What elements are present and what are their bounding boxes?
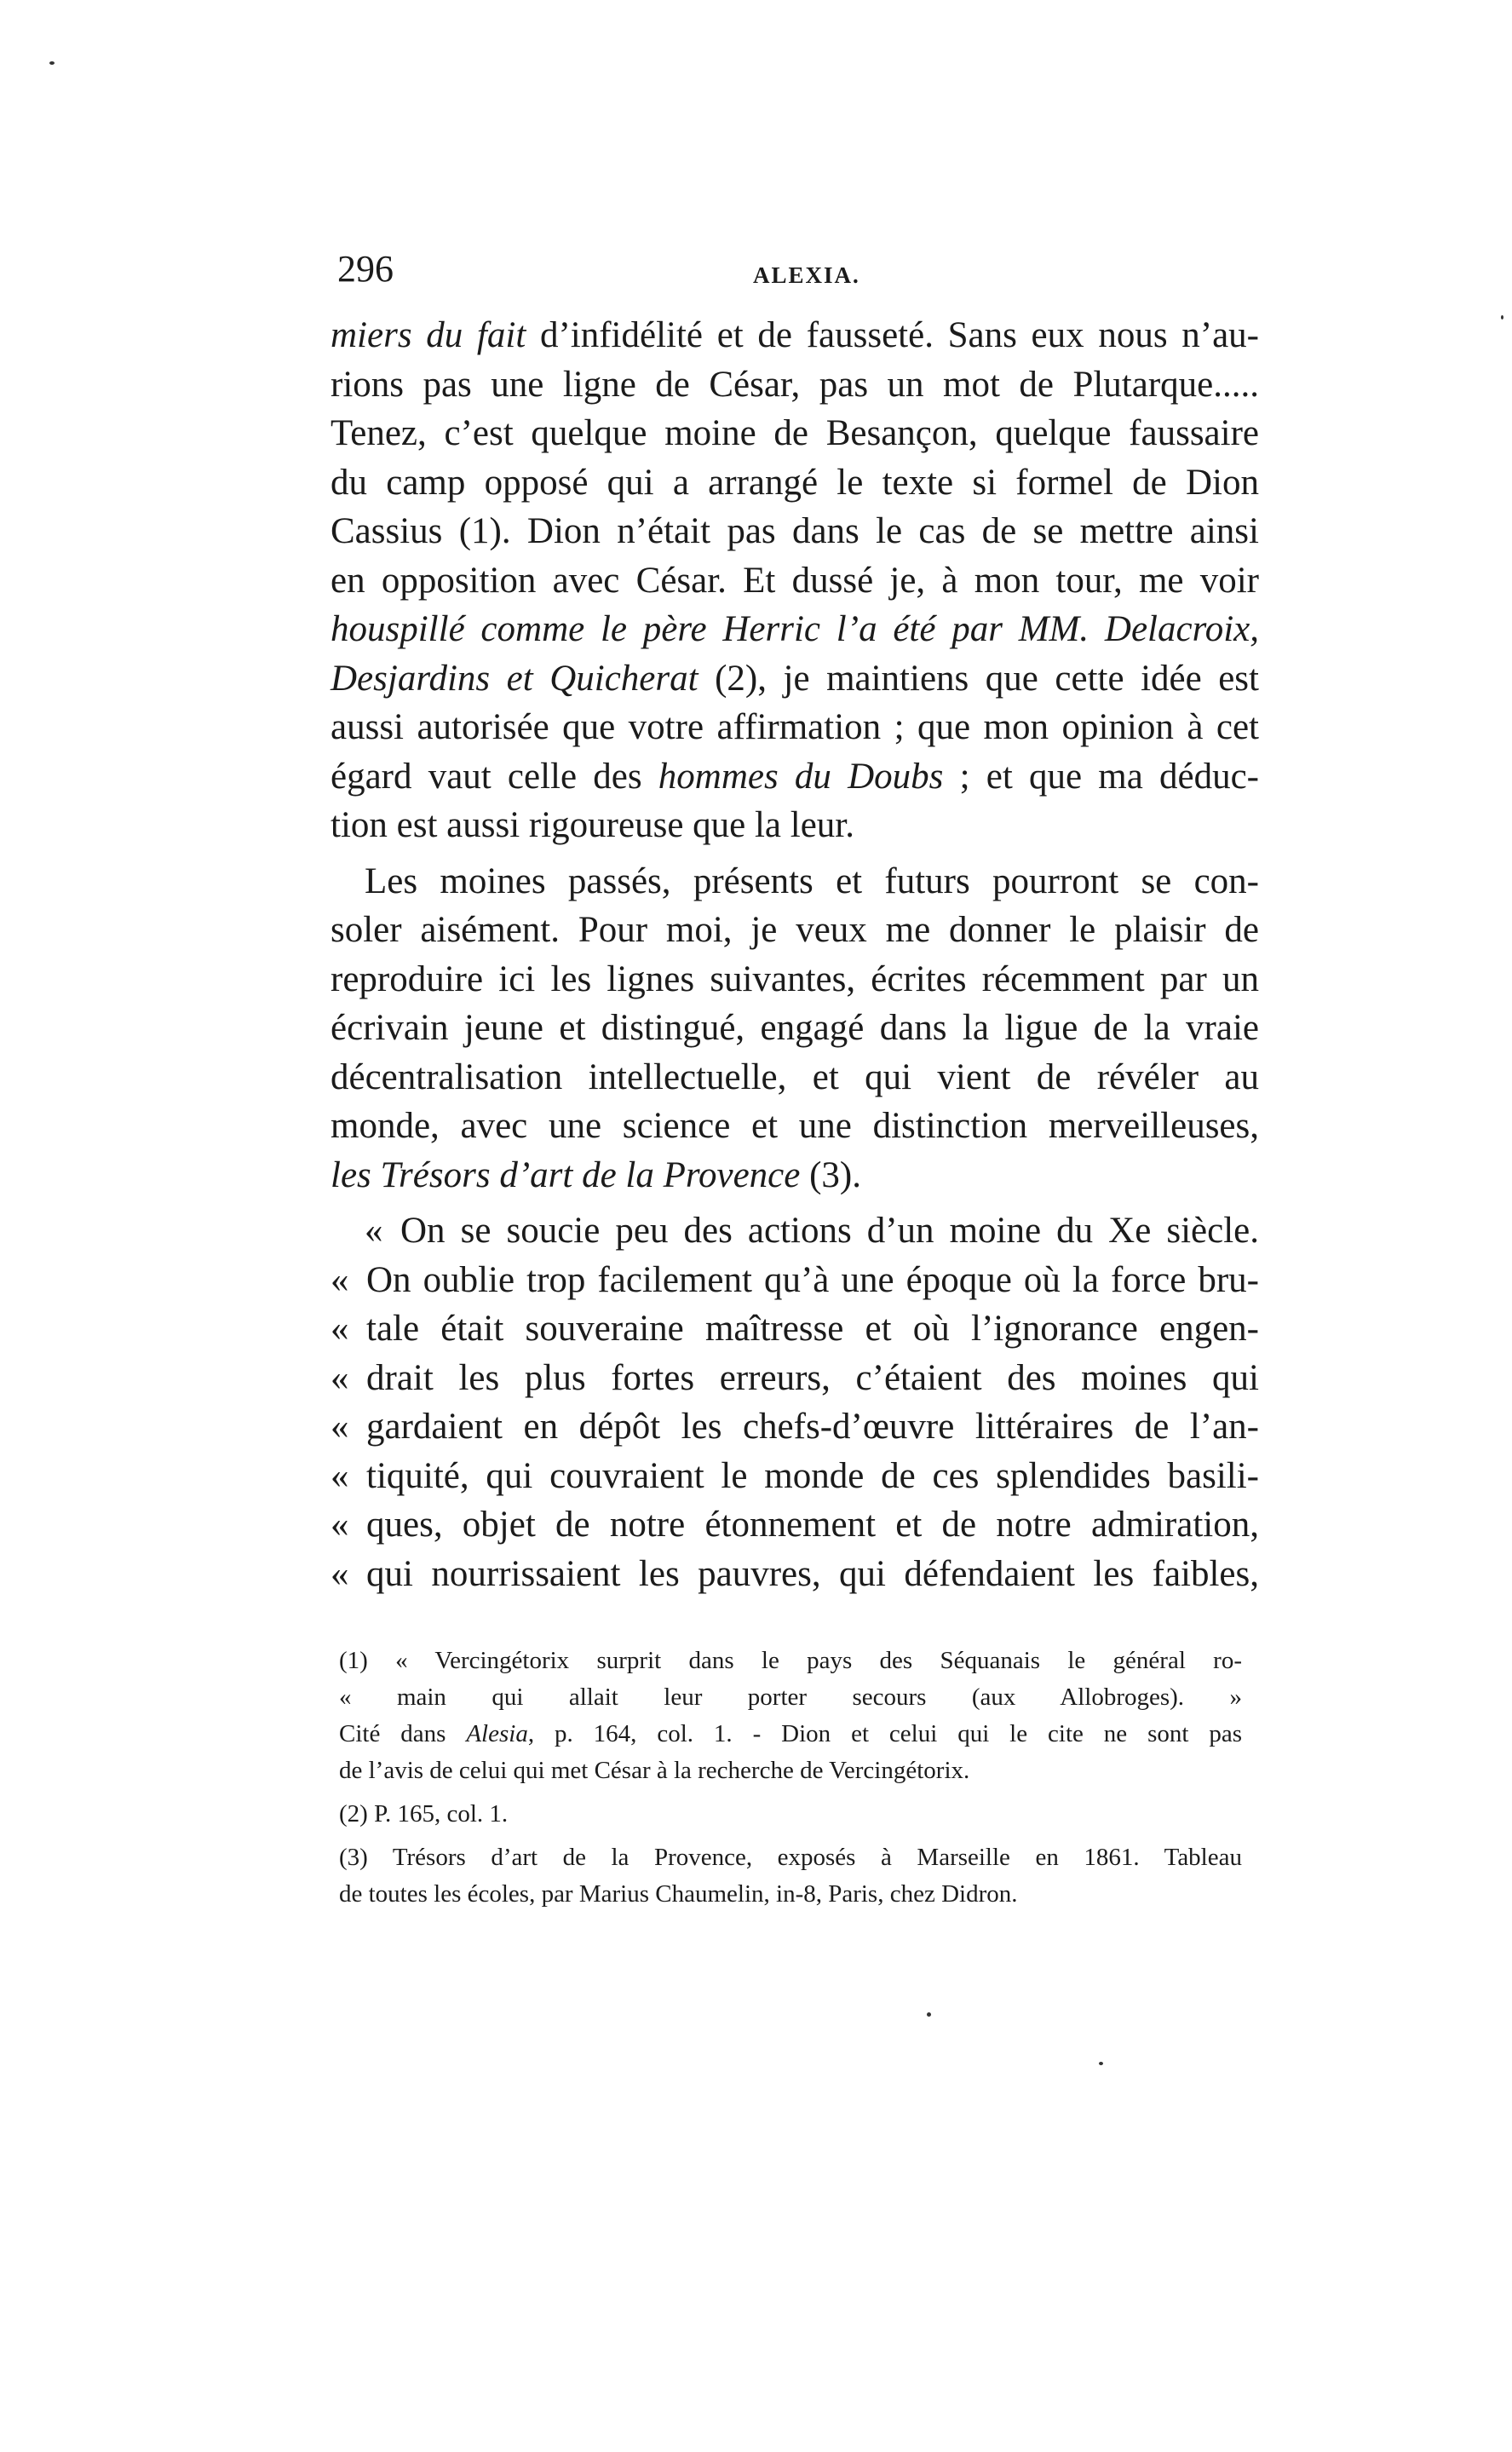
page-number: 296 [337, 248, 394, 290]
text-line [331, 1053, 1259, 1102]
paragraph-1 [331, 311, 1259, 850]
text-line [331, 857, 1259, 907]
text-segment: Les moines passés, présents et futurs pourront se con- [365, 861, 1259, 901]
italic-segment: Desjardins et Quicherat [331, 658, 699, 699]
text-segment: de toutes les écoles, par Marius Chaumelin, in-8, Paris, chez Didron. [339, 1880, 1018, 1908]
scan-speck [1099, 2062, 1103, 2065]
text-line [339, 1753, 1242, 1789]
text-line [331, 955, 1259, 1004]
text-line [331, 605, 1259, 654]
footnote-3 [339, 1839, 1242, 1913]
quote-line [331, 1550, 1259, 1599]
scan-speck [49, 61, 55, 65]
text-segment: Tenez, c’est quelque moine de Besançon, quelque faussaire [331, 413, 1259, 453]
text-segment: , p. 164, col. 1. - Dion et celui qui le cite ne sont pas [527, 1720, 1242, 1747]
footnotes [339, 1643, 1242, 1913]
text-segment: d’infidélité et de fausseté. Sans eux nous n’au- [526, 315, 1259, 355]
text-line [331, 703, 1259, 752]
main-text [331, 311, 1259, 1598]
text-segment: égard vaut celle des [331, 756, 658, 797]
quote-text: drait les plus fortes erreurs, c’étaient des moines qui [366, 1357, 1259, 1398]
text-segment: (1) « Vercingétorix surprit dans le pays des Séquanais le général ro- [339, 1647, 1242, 1674]
text-line [339, 1796, 1242, 1833]
text-line [339, 1716, 1242, 1753]
text-line [331, 1004, 1259, 1053]
text-line [331, 409, 1259, 458]
guillemet: « [331, 1357, 349, 1398]
scan-speck [1501, 315, 1503, 319]
text-line [331, 556, 1259, 606]
text-line [331, 752, 1259, 802]
quote-line [331, 1256, 1259, 1305]
text-line [339, 1643, 1242, 1679]
quote-line [331, 1206, 1259, 1256]
text-line [331, 1102, 1259, 1151]
text-segment: en opposition avec César. Et dussé je, à mon tour, me voir [331, 560, 1259, 601]
guillemet: « [331, 1407, 349, 1447]
guillemet: « [331, 1455, 349, 1496]
footnote-1 [339, 1643, 1242, 1789]
paragraph-2 [331, 857, 1259, 1200]
quote-text: On oublie trop facilement qu’à une époque où la force bru- [366, 1259, 1259, 1300]
text-segment: monde, avec une science et une distinction merveilleuses, [331, 1106, 1259, 1146]
italic-segment: miers du fait [331, 315, 526, 355]
text-segment: (3). [800, 1154, 861, 1195]
text-line [331, 654, 1259, 704]
running-title: ALEXIA. [753, 262, 860, 288]
text-segment: écrivain jeune et distingué, engagé dans la ligue de la vraie [331, 1008, 1259, 1048]
page-header [337, 247, 1266, 307]
text-segment: rions pas une ligne de César, pas un mot de Plutarque..... [331, 364, 1259, 405]
text-segment: Cité dans [339, 1720, 467, 1747]
quote-text: qui nourrissaient les pauvres, qui défendaient les faibles, [366, 1553, 1259, 1594]
text-line [331, 360, 1259, 410]
text-line [331, 507, 1259, 556]
text-segment: « main qui allait leur porter secours (aux Allobroges). » [339, 1684, 1242, 1711]
text-line [331, 311, 1259, 360]
quote-line [331, 1452, 1259, 1501]
quote-line [331, 1402, 1259, 1452]
quote-text: On se soucie peu des actions d’un moine du Xe siècle. [400, 1211, 1259, 1251]
text-segment: du camp opposé qui a arrangé le texte si formel de Dion [331, 462, 1259, 503]
quote-text: tale était souveraine maîtresse et où l’ignorance engen- [366, 1309, 1259, 1349]
guillemet: « [365, 1211, 383, 1251]
text-segment: ; et que ma déduc- [943, 756, 1260, 797]
text-segment: aussi autorisée que votre affirmation ; que mon opinion à cet [331, 707, 1259, 747]
quotation-block [331, 1206, 1259, 1598]
quote-line [331, 1500, 1259, 1550]
italic-segment: houspillé comme le père Herric l’a été par MM. Delacroix, [331, 609, 1259, 649]
italic-segment: Alesia [466, 1720, 528, 1747]
text-segment: (2), je maintiens que cette idée est [698, 658, 1259, 699]
guillemet: « [331, 1505, 349, 1545]
text-line [339, 1839, 1242, 1876]
text-segment: reproduire ici les lignes suivantes, écrites récemment par un [331, 958, 1259, 999]
text-line [339, 1679, 1242, 1716]
italic-segment: les Trésors d’art de la Provence [331, 1154, 801, 1195]
text-line [331, 458, 1259, 508]
guillemet: « [331, 1259, 349, 1300]
text-line [331, 1151, 1259, 1200]
quote-text: tiquité, qui couvraient le monde de ces splendides basili- [366, 1455, 1259, 1496]
guillemet: « [331, 1309, 349, 1349]
scan-speck [927, 2012, 931, 2017]
footnote-2 [339, 1796, 1242, 1833]
quote-line [331, 1354, 1259, 1403]
quote-line [331, 1304, 1259, 1354]
text-segment: Cassius (1). Dion n’était pas dans le cas de se mettre ainsi [331, 511, 1259, 551]
text-line [331, 801, 1259, 850]
italic-segment: hommes du Doubs [658, 756, 944, 797]
quote-text: ques, objet de notre étonnement et de notre admiration, [366, 1505, 1259, 1545]
text-segment: décentralisation intellectuelle, et qui vient de révéler au [331, 1056, 1259, 1097]
text-line [339, 1876, 1242, 1913]
text-segment: de l’avis de celui qui met César à la recherche de Vercingétorix. [339, 1757, 970, 1784]
text-segment: soler aisément. Pour moi, je veux me donner le plaisir de [331, 910, 1259, 950]
text-segment: tion est aussi rigoureuse que la leur. [331, 805, 854, 845]
text-segment: (3) Trésors d’art de la Provence, exposés à Marseille en 1861. Tableau [339, 1844, 1242, 1871]
guillemet: « [331, 1553, 349, 1594]
text-line [331, 906, 1259, 955]
text-segment: (2) P. 165, col. 1. [339, 1800, 509, 1827]
quote-text: gardaient en dépôt les chefs-d’œuvre littéraires de l’an- [366, 1407, 1259, 1447]
